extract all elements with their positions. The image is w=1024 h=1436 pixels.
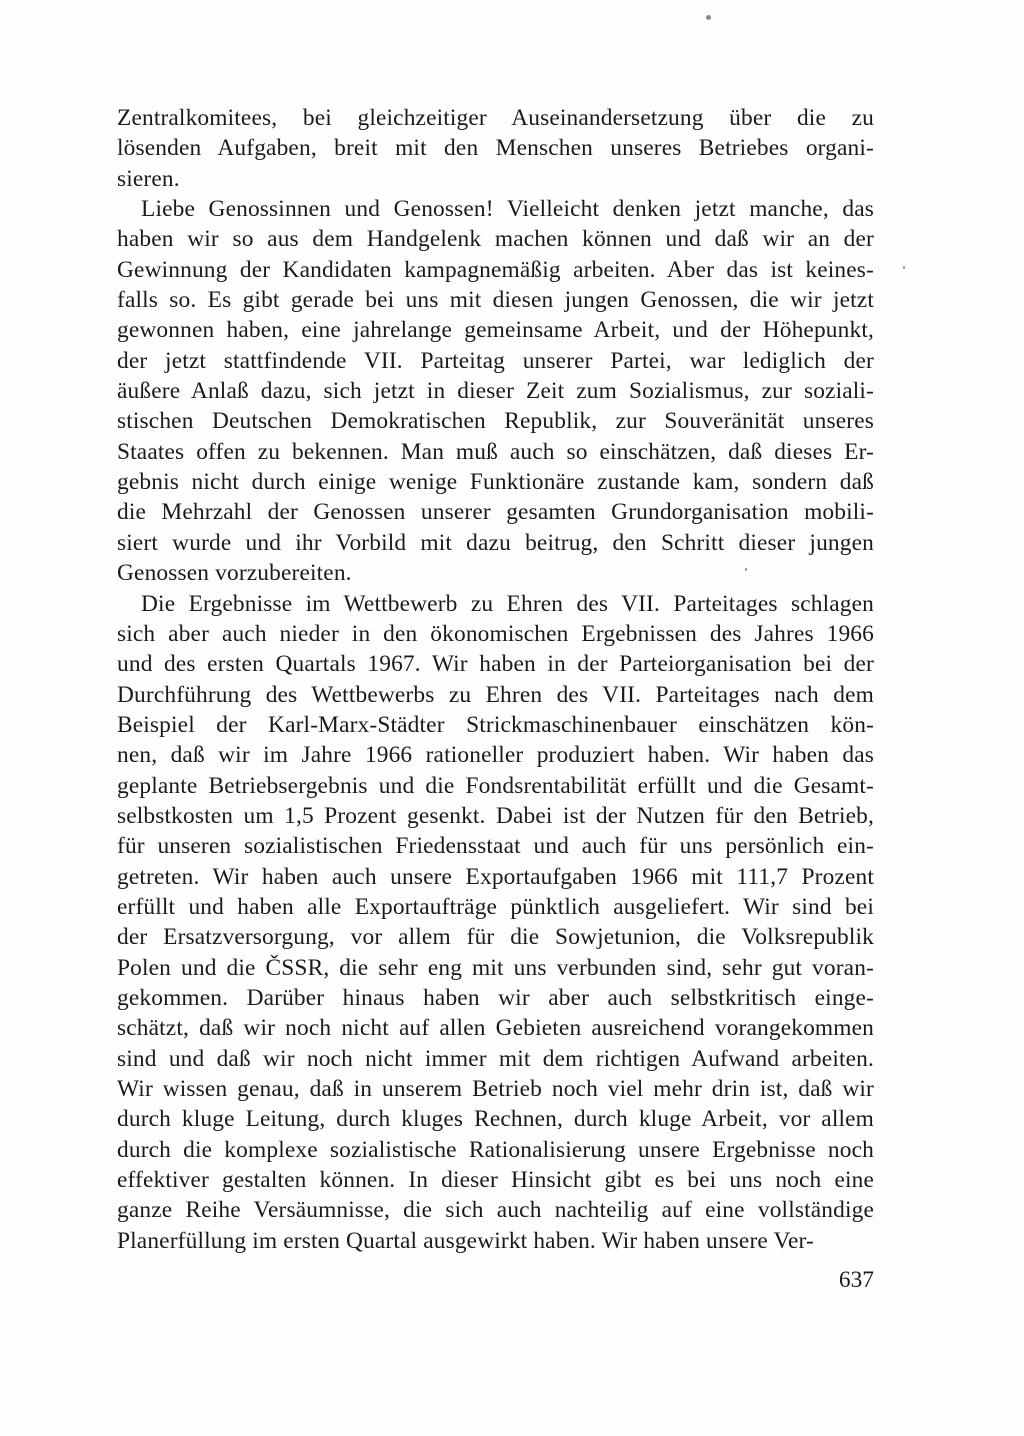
text-line: effektiver gestalten können. In dieser Hinsicht gibt es bei uns noch eine bbox=[117, 1167, 874, 1194]
text-line: nen, daß wir im Jahre 1966 rationeller produziert haben. Wir haben das bbox=[117, 742, 874, 769]
text-line: Durchführung des Wettbewerbs zu Ehren des VII. Parteitages nach dem bbox=[117, 681, 874, 708]
text-line: sind und daß wir noch nicht immer mit dem richtigen Aufwand arbeiten. bbox=[117, 1045, 874, 1072]
text-line: äußere Anlaß dazu, sich jetzt in dieser Zeit zum Sozialismus, zur soziali- bbox=[117, 378, 874, 405]
scan-speck bbox=[903, 266, 905, 269]
text-line: durch die komplexe sozialistische Rationalisierung unsere Ergebnisse noch bbox=[117, 1136, 874, 1163]
text-line: getreten. Wir haben auch unsere Exportaufgaben 1966 mit 111,7 Prozent bbox=[117, 863, 874, 890]
text-line: ganze Reihe Versäumnisse, die sich auch nachteilig auf eine vollständige bbox=[117, 1197, 874, 1224]
text-line: stischen Deutschen Demokratischen Republik, zur Souveränität unseres bbox=[117, 408, 874, 435]
text-line: Wir wissen genau, daß in unserem Betrieb noch viel mehr drin ist, daß wir bbox=[117, 1076, 874, 1102]
text-line: der Ersatzversorgung, vor allem für die Sowjetunion, die Volksrepublik bbox=[117, 924, 874, 951]
text-line: Polen und die ČSSR, die sehr eng mit uns verbunden sind, sehr gut voran- bbox=[117, 954, 874, 981]
text-line: der jetzt stattfindende VII. Parteitag unserer Partei, war lediglich der bbox=[117, 347, 874, 374]
text-line: siert wurde und ihr Vorbild mit dazu beitrug, den Schritt dieser jungen bbox=[117, 529, 874, 556]
page-number: 637 bbox=[838, 1267, 874, 1293]
paragraph bbox=[117, 589, 874, 1257]
text-line: Liebe Genossinnen und Genossen! Vielleicht denken jetzt manche, das bbox=[141, 196, 874, 223]
text-line: Staates offen zu bekennen. Man muß auch so einschätzen, daß dieses Er- bbox=[117, 438, 874, 465]
text-line: Zentralkomitees, bei gleichzeitiger Auseinandersetzung über die zu bbox=[117, 105, 874, 131]
text-line: gekommen. Darüber hinaus haben wir aber auch selbstkritisch einge- bbox=[117, 984, 874, 1011]
text-line: die Mehrzahl der Genossen unserer gesamten Grundorganisation mobili- bbox=[117, 499, 874, 526]
text-line: falls so. Es gibt gerade bei uns mit diesen jungen Genossen, die wir jetzt bbox=[117, 287, 874, 314]
text-line: haben wir so aus dem Handgelenk machen können und daß wir an der bbox=[117, 226, 874, 253]
text-line: Genossen vorzubereiten. bbox=[117, 560, 352, 587]
text-line: sieren. bbox=[117, 165, 180, 192]
paragraph bbox=[117, 103, 874, 194]
text-line: Gewinnung der Kandidaten kampagnemäßig arbeiten. Aber das ist keines- bbox=[117, 256, 874, 283]
text-line: lösenden Aufgaben, breit mit den Menschen unseres Betriebes organi- bbox=[117, 135, 874, 162]
text-line: gebnis nicht durch einige wenige Funktionäre zustande kam, sondern daß bbox=[117, 469, 874, 496]
text-line: Die Ergebnisse im Wettbewerb zu Ehren des VII. Parteitages schlagen bbox=[141, 590, 874, 617]
text-line: sich aber auch nieder in den ökonomischen Ergebnissen des Jahres 1966 bbox=[117, 620, 874, 647]
text-line: Planerfüllung im ersten Quartal ausgewirkt haben. Wir haben unsere Ver- bbox=[117, 1227, 814, 1254]
text-line: selbstkosten um 1,5 Prozent gesenkt. Dabei ist der Nutzen für den Betrieb, bbox=[117, 802, 874, 829]
text-line: durch kluge Leitung, durch kluges Rechnen, durch kluge Arbeit, vor allem bbox=[117, 1106, 874, 1133]
text-line: Beispiel der Karl-Marx-Städter Strickmaschinenbauer einschätzen kön- bbox=[117, 711, 874, 738]
text-line: schätzt, daß wir noch nicht auf allen Gebieten ausreichend vorangekommen bbox=[117, 1015, 874, 1042]
scan-speck bbox=[706, 15, 711, 20]
paragraph bbox=[117, 194, 874, 588]
body-text bbox=[117, 103, 874, 1256]
text-line: und des ersten Quartals 1967. Wir haben in der Parteiorganisation bei der bbox=[117, 651, 874, 678]
text-line: geplante Betriebsergebnis und die Fondsrentabilität erfüllt und die Gesamt- bbox=[117, 772, 874, 799]
text-line: für unseren sozialistischen Friedensstaat und auch für uns persönlich ein- bbox=[117, 833, 874, 860]
text-line: gewonnen haben, eine jahrelange gemeinsame Arbeit, und der Höhepunkt, bbox=[117, 317, 874, 344]
text-line: erfüllt und haben alle Exportaufträge pünktlich ausgeliefert. Wir sind bei bbox=[117, 893, 874, 920]
